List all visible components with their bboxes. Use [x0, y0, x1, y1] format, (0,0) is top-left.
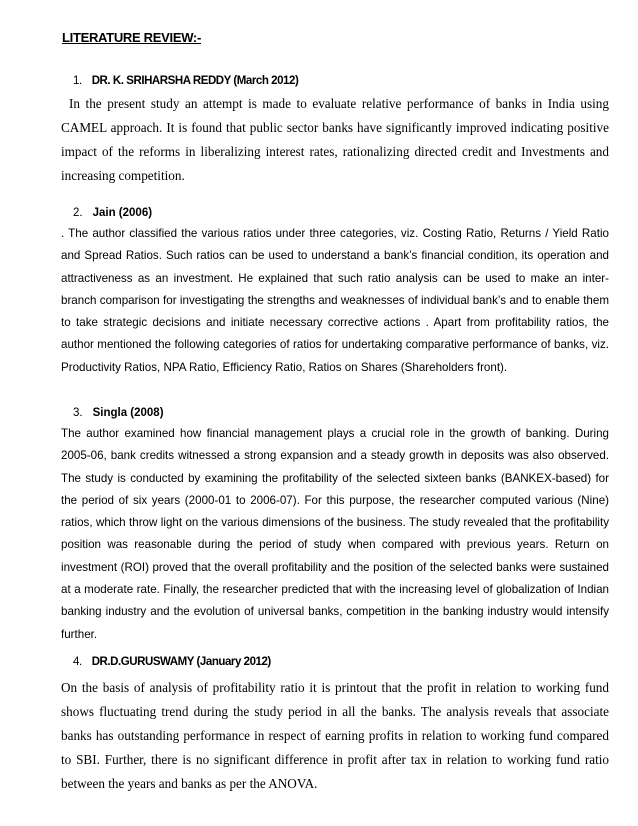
entry-1-title: DR. K. SRIHARSHA REDDY (March 2012)	[91, 75, 299, 87]
entry-2-body: . The author classified the various ratios under three categories, viz. Costing Ratio, Returns / Yield Ratio and Spread Ratios. Such ratios can be used to understand a bank’s financial condition, its operation and attractiveness as an investment. He explained that such ratio analysis can be used to make an inter-branch comparison for investigating the strengths and weaknesses of individual bank’s and to enable them to take strategic decisions and initiate necessary corrective actions . Apart from profitability ratios, the author mentioned the following categories of ratios for undertaking comparative performance of banks, viz. Productivity Ratios, NPA Ratio, Efficiency Ratio, Ratios on Shares (Shareholders front).	[61, 227, 609, 374]
entry-2-title-line	[73, 207, 152, 219]
entry-2-title: Jain (2006)	[92, 207, 153, 219]
entry-4-title-line	[73, 656, 271, 668]
literature-review-heading: LITERATURE REVIEW:-	[62, 30, 201, 45]
entry-3-number: 3.	[73, 407, 83, 419]
entry-4-body: On the basis of analysis of profitability ratio it is printout that the profit in relation to working fund shows fluctuating trend during the study period in all the banks. The analysis reveals that associate banks has outstanding performance in respect of earning profits in relation to working fund compared to SBI. Further, there is no significant difference in profit after tax in relation to working fund ratio between the years and banks as per the ANOVA.	[61, 680, 609, 791]
entry-1-title-line	[73, 75, 298, 87]
entry-3-title-line	[73, 407, 164, 419]
entry-4-number: 4.	[73, 656, 82, 668]
entry-2-number: 2.	[73, 207, 83, 219]
entry-1-body: In the present study an attempt is made to evaluate relative performance of banks in India using CAMEL approach. It is found that public sector banks have significantly improved indicating positive impact of the reforms in liberalizing interest rates, rationalizing directed credit and Investments and increasing competition.	[61, 96, 609, 183]
entry-3-body: The author examined how financial management plays a crucial role in the growth of banking. During 2005-06, bank credits witnessed a strong expansion and a steady growth in deposits was also observed. The study is conducted by examining the profitability of the selected sixteen banks (BANKEX-based) for the period of six years (2000-01 to 2006-07). For this purpose, the researcher computed various (Nine) ratios, which throw light on the various dimensions of the business. The study revealed that the profitability position was reasonable during the period of study when compared with previous years. Return on investment (ROI) proved that the overall profitability and the position of the selected banks were sustained at a moderate rate. Finally, the researcher predicted that with the increasing level of globalization of Indian banking industry and the evolution of universal banks, competition in the banking industry would intensify further.	[61, 427, 609, 641]
entry-4-title: DR.D.GURUSWAMY (January 2012)	[91, 656, 271, 668]
entry-3-title: Singla (2008)	[92, 407, 164, 419]
entry-1-number: 1.	[73, 75, 82, 87]
